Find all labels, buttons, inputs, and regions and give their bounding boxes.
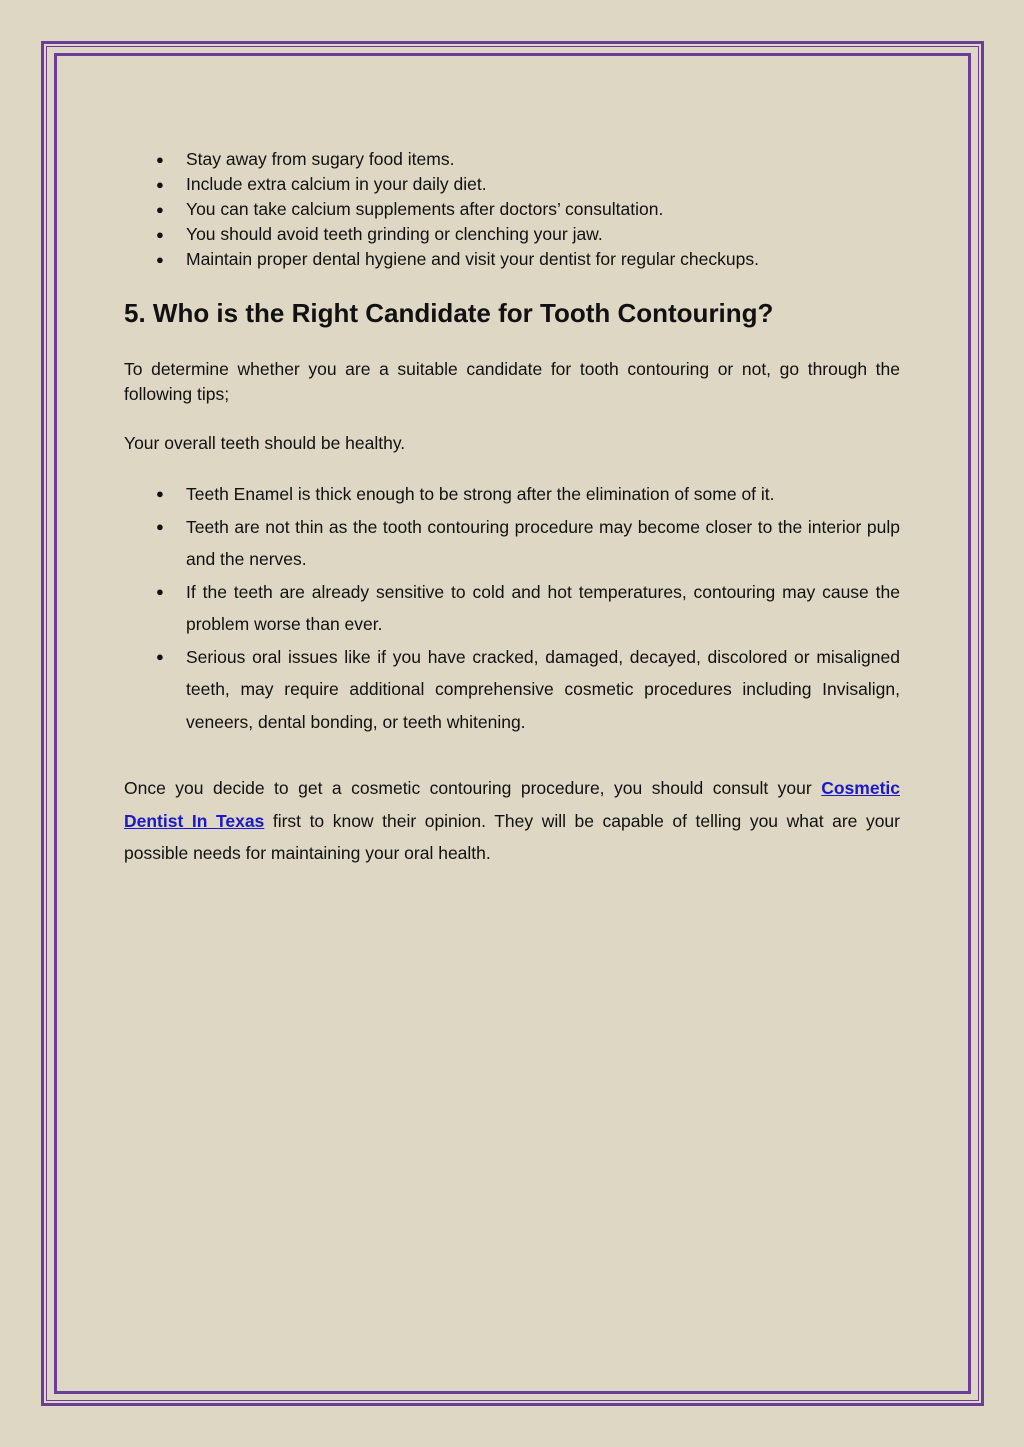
bullet-icon: ● [156,152,164,167]
aftercare-tips-list [124,147,900,272]
cosmetic-dentist-texas-link[interactable]: Cosmetic Dentist In Texas [124,778,900,831]
bullet-icon: ● [156,177,164,192]
list-item: ● Include extra calcium in your daily diet. [124,172,900,197]
document-content [124,147,900,870]
list-item: ● If the teeth are already sensitive to cold and hot temperatures, contouring may cause the problem worse than ever. [124,576,900,641]
bullet-icon: ● [156,252,164,267]
healthy-teeth-paragraph: Your overall teeth should be healthy. [124,433,406,453]
list-item: ● Maintain proper dental hygiene and visit your dentist for regular checkups. [124,247,900,272]
list-item: ● Teeth Enamel is thick enough to be strong after the elimination of some of it. [124,478,900,511]
list-item: ● You should avoid teeth grinding or clenching your jaw. [124,222,900,247]
bullet-icon: ● [156,486,164,501]
closing-paragraph: Once you decide to get a cosmetic contouring procedure, you should consult your Cosmetic Dentist In Texas first to know their opinion. They will be capable of telling you what are your possible needs for maintaining your oral health. [124,778,900,863]
list-item: ● Stay away from sugary food items. [124,147,900,172]
bullet-icon: ● [156,518,164,534]
list-item: ● Teeth are not thin as the tooth contouring procedure may become closer to the interior pulp and the nerves. [124,511,900,576]
intro-paragraph: To determine whether you are a suitable candidate for tooth contouring or not, go through the following tips; [124,359,900,404]
bullet-icon: ● [156,583,164,599]
list-item: ● Serious oral issues like if you have cracked, damaged, decayed, discolored or misaligned teeth, may require additional comprehensive cosmetic procedures including Invisalign, veneers, dental bonding, or teeth whitening. [124,641,900,739]
list-item: ● You can take calcium supplements after doctors’ consultation. [124,197,900,222]
candidate-criteria-list [124,478,900,738]
bullet-icon: ● [156,202,164,217]
bullet-icon: ● [156,648,164,664]
bullet-icon: ● [156,227,164,242]
section-heading: 5. Who is the Right Candidate for Tooth Contouring? [124,298,774,328]
